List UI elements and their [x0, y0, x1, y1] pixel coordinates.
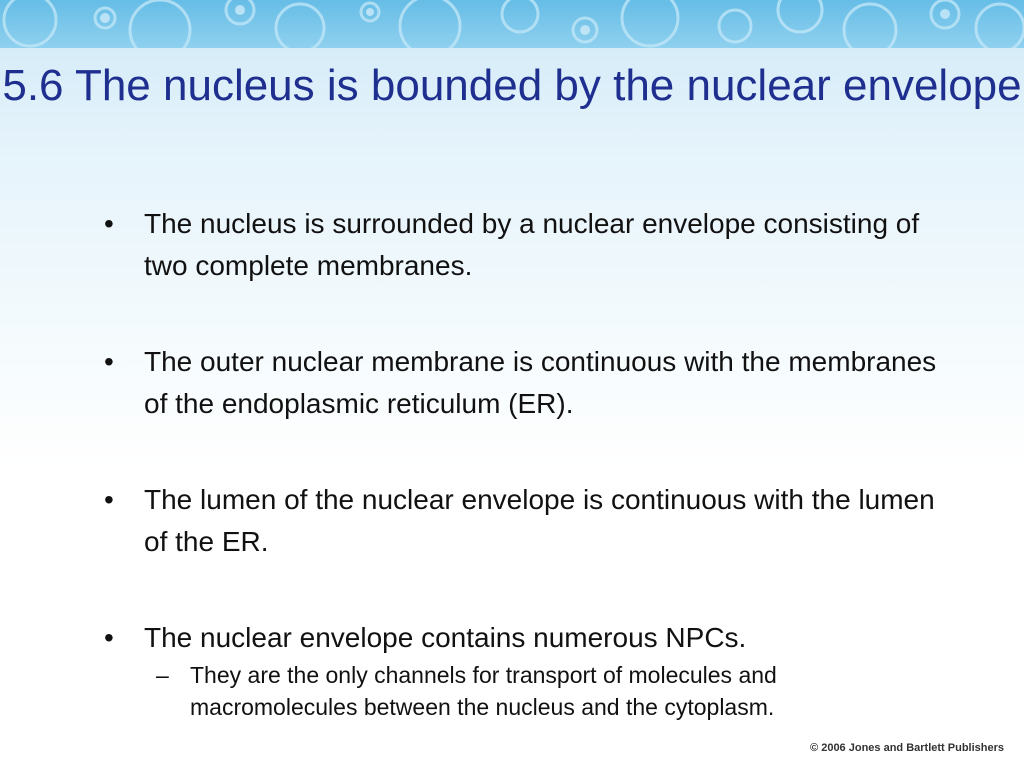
- bullet-text: The nucleus is surrounded by a nuclear envelope consisting of two complete membranes.: [144, 208, 920, 281]
- copyright-notice: © 2006 Jones and Bartlett Publishers: [810, 742, 1004, 754]
- sub-bullet-marker: –: [156, 662, 169, 688]
- bullet-marker: •: [104, 208, 114, 239]
- bubble-pattern-icon: [0, 0, 1024, 48]
- bullet-text: The outer nuclear membrane is continuous with the membranes of the endoplasmic reticulum (ER).: [144, 346, 937, 419]
- bullet-text: The nuclear envelope contains numerous NPCs.: [144, 622, 747, 653]
- sub-bullet-text: They are the only channels for transport of molecules and macromolecules between the nucleus and the cytoplasm.: [190, 662, 777, 720]
- bullet-marker: •: [104, 484, 114, 515]
- slide-title: 5.6 The nucleus is bounded by the nuclear envelope: [2, 61, 1022, 110]
- bullet-list: [104, 203, 944, 723]
- bullet-item: [104, 203, 944, 287]
- bullet-item: [104, 341, 944, 425]
- bullet-item: [104, 617, 944, 723]
- sub-bullet-list: [144, 659, 944, 723]
- bullet-marker: •: [104, 622, 114, 653]
- bullet-text: The lumen of the nuclear envelope is continuous with the lumen of the ER.: [144, 484, 935, 557]
- bullet-item: [104, 479, 944, 563]
- sub-bullet-item: [144, 659, 944, 723]
- bullet-marker: •: [104, 346, 114, 377]
- decorative-banner: [0, 0, 1024, 48]
